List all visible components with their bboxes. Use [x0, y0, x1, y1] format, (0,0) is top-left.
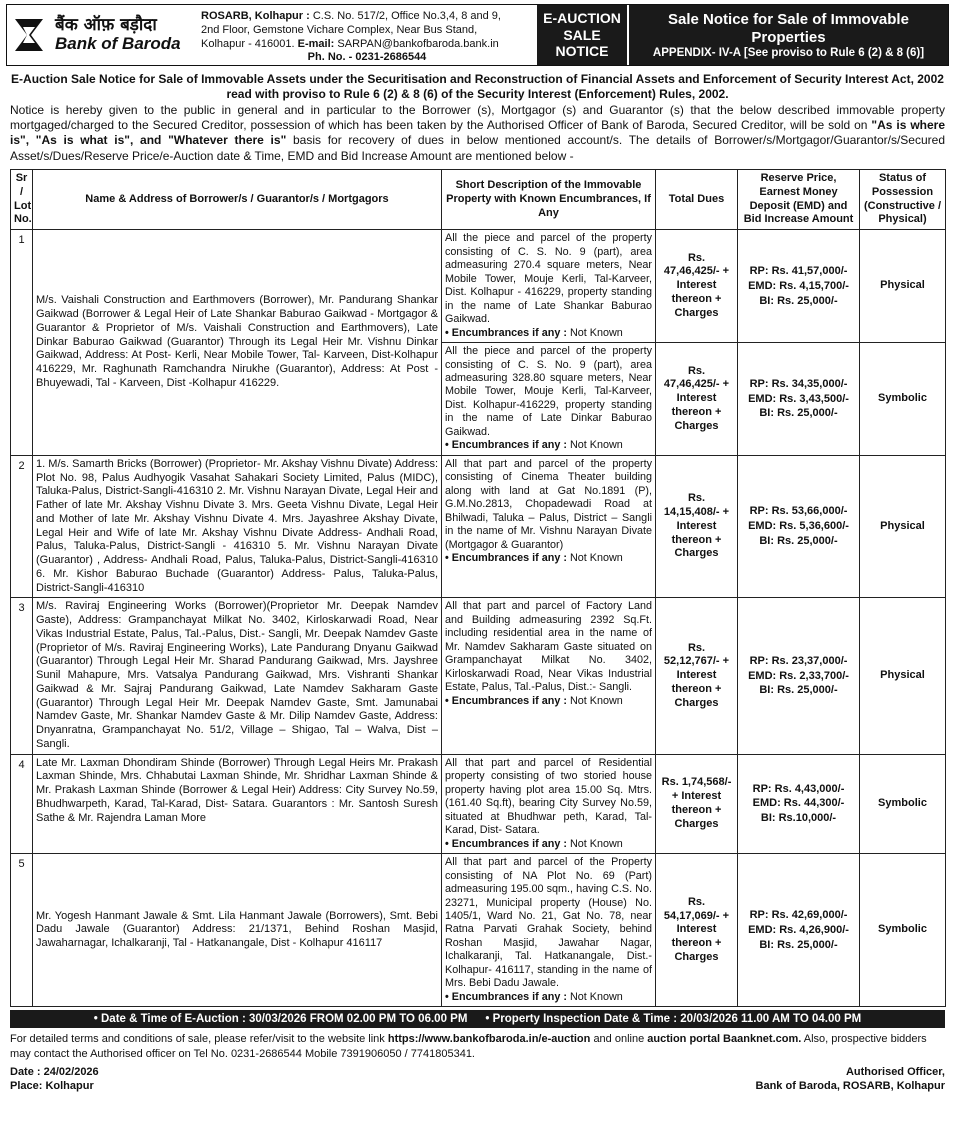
table-row: [11, 455, 946, 598]
terms-text-1: For detailed terms and conditions of sale, please refer/visit to the website link: [10, 1033, 385, 1046]
row-name: M/s. Vaishali Construction and Earthmovers (Borrower), Mr. Pandurang Shankar Gaikwad (Borrower & Legal Heir of Late Shankar Baburao Gaikwad - Mortgagor & Guarantor & Proprietor of M/s. Vaishali Construction and Earthmovers), Late Dinkar Baburao Gaikwad (Guarantor) Through its Legal Heir Mr. Vishnu Dinkar Gaikwad, Address: At Post- Kerli, Near Mobile Tower, Tal- Karveen, Dist-Kolhapur 416229, Mr. Raghunath Ramchandra Nirukhe (Guarantor), Address: At Post - Bhuyewadi, Tal - Karveen, Dist -Kolhapur 416229.: [33, 230, 442, 456]
logo-english: Bank of Baroda: [55, 34, 181, 53]
row-dues: Rs. 47,46,425/- + Interest thereon + Charges: [656, 343, 738, 456]
terms-text-2: and online: [593, 1033, 645, 1046]
row-reserve: RP: Rs. 23,37,000/- EMD: Rs. 2,33,700/- BI: Rs. 25,000/-: [738, 598, 860, 754]
auction-date-time: • Date & Time of E-Auction : 30/03/2026 FROM 02.00 PM TO 06.00 PM: [93, 1013, 468, 1026]
eauction-line-1: E-AUCTION: [543, 9, 621, 26]
branch-address: [193, 5, 537, 65]
row-description: All the piece and parcel of the property consisting of C. S. No. 9 (part), area admeasuring 270.4 square meters, Near Mobile Tower, Mouje Kerli, Tal-Karveer, Dist. Kolhapur - 416229, property standing in the name of Late Shankar Baburao Gaikwad. • Encumbrances if any : Not Known: [442, 230, 656, 343]
as-is-where-is: "As is where is", "As is what is", and "Whatever there is": [10, 118, 946, 148]
signatory-title: Authorised Officer,: [845, 1065, 945, 1078]
header-name: Name & Address of Borrower/s / Guarantor/s / Mortgagors: [33, 170, 442, 230]
notice-place: Place: Kolhapur: [10, 1080, 94, 1093]
row-sr: 3: [11, 598, 33, 754]
row-dues: Rs. 14,15,408/- + Interest thereon + Charges: [656, 455, 738, 598]
row-name: M/s. Raviraj Engineering Works (Borrower)(Proprietor Mr. Deepak Namdev Gaste), Address: Grampanchayat Milkat No. 3402, Kirloskarwadi Road, Near Vikas Industrial Estate, Palus, Tal.-Palus, Dist.- Sangli, Mr. Deepak Namdev Gaste (Proprietor of M/s. Raviraj Engineering Works), Late Pandurang Dnyanu Gaikwad (Guarantor) Through Legal Heir Mr. Sharad Pandurang Gaikwad, Mrs. Jayshree Sunil Mahapure, Mrs. Vatsalya Pandurang Gaikwad, Mrs. Vishranti Shankar Gaikwad & Mr. Sajraj Pandurang Gaikwad, Late Namdev Sakharam Gaste (Guarantor) Through Legal Heir Mr. Deepak Namdev Gaste, Smt. Jamunabai Namdev Gaste, Mr. Shankar Namdev Gaste & Mr. Dilip Namdev Gaste, Address: Dnyanratna, Grampanchayat No. 51/2, Village – Shigao, Tal – Walva, Dist – Sangli.: [33, 598, 442, 754]
intro-section: [6, 66, 949, 164]
phone-label: Ph. No.: [307, 51, 346, 64]
row-reserve: RP: Rs. 41,57,000/- EMD: Rs. 4,15,700/- BI: Rs. 25,000/-: [738, 230, 860, 343]
row-reserve: RP: Rs. 34,35,000/- EMD: Rs. 3,43,500/- BI: Rs. 25,000/-: [738, 343, 860, 456]
notice-body: [10, 103, 945, 164]
row-dues: Rs. 1,74,568/- + Interest thereon + Charges: [656, 754, 738, 853]
row-dues: Rs. 54,17,069/- + Interest thereon + Charges: [656, 854, 738, 1007]
sale-notice: [6, 4, 949, 1094]
address-line-2: 2nd Floor, Gemstone Vichare Complex, Near Bus Stand,: [201, 23, 478, 36]
bob-logo-icon: [13, 15, 49, 55]
notice-heading: E-Auction Sale Notice for Sale of Immovable Assets under the Securitisation and Reconstruction of Financial Assets and Enforcement of Security Interest Act, 2002 read with proviso to Rule 6 (2) & 8 (6) of the Security Interest (Enforcement) Rules, 2002.: [11, 72, 944, 102]
eauction-link[interactable]: https://www.bankofbaroda.in/e-auction: [387, 1033, 591, 1046]
address-line-3: Kolhapur - 416001.: [201, 37, 295, 50]
row-status: Symbolic: [860, 343, 946, 456]
header-total-dues: Total Dues: [656, 170, 738, 230]
branch-line: ROSARB, Kolhapur :: [201, 10, 310, 22]
terms-text-3: Also, prospective bidders may contact the Authorised officer on Tel No. 0231-2686544 Mobile 7391906050 / 7741805341.: [10, 1033, 927, 1060]
eauction-line-2: SALE: [563, 26, 601, 43]
table-row: [11, 598, 946, 754]
phone-number: - 0231-2686544: [348, 51, 427, 64]
row-description: All that part and parcel of the Property consisting of NA Plot No. 69 (Part) admeasuring 195.00 sqm., having C.S. No. 23271, Municipal property (House) No. 1405/1, Ward No. 21, Gat No. 78, near Ratna Parvati Grahak Society, behind Roshan Masjid, Jawahar Nagar, Ichalkaranji, Tal. Hatkanangale, Dist.- Kolhapur- 416117, standing in the name of Mrs. Bebi Dadu Jawale. • Encumbrances if any : Not Known: [442, 854, 656, 1007]
notice-body-2: basis for recovery of dues in below mentioned account/s. The details of Borrower/s/Mortgagor/Guarantor/s/Secured Asset/s/Dues/Reserve Price/e-Auction date & Time, EMD and Bid Increase Amount are mentioned below -: [10, 133, 946, 163]
sale-title: Sale Notice for Sale of Immovable Properties: [668, 11, 909, 46]
row-description: All the piece and parcel of the property consisting of C. S. No. 9 (part), area admeasuring 328.80 square meters, Near Mobile Tower, Mouje Kerli, Tal-Karveer, Dist. Kolhapur-416229, property standing in the name of Late Dinkar Baburao Gaikwad. • Encumbrances if any : Not Known: [442, 343, 656, 456]
auction-dates-bar: [10, 1010, 945, 1028]
logo-hindi: बैंक ऑफ़ बड़ौदा: [55, 15, 157, 36]
row-reserve: RP: Rs. 4,43,000/- EMD: Rs. 44,300/- BI: Rs.10,000/-: [738, 754, 860, 853]
row-status: Physical: [860, 230, 946, 343]
inspection-date-time: • Property Inspection Date & Time : 20/03/2026 11.00 AM TO 04.00 PM: [485, 1013, 862, 1026]
address-line-1: C.S. No. 517/2, Office No.3,4, 8 and 9,: [312, 10, 501, 22]
signature-block: [6, 1061, 949, 1094]
row-sr: 5: [11, 854, 33, 1007]
sale-title-box: [627, 5, 948, 65]
row-sr: 4: [11, 754, 33, 853]
row-description: All that part and parcel of Residential property consisting of two storied house property having plot area 15.00 Sq. Mtrs.(161.40 Sq.ft), bearing City Survey No.59, situated at Bhudhwar peth, Karad, Tal-Karad, Dist- Satara. • Encumbrances if any : Not Known: [442, 754, 656, 853]
header-description: Short Description of the Immovable Property with Known Encumbrances, If Any: [442, 170, 656, 230]
row-description: All that part and parcel of Factory Land and Building admeasuring 2392 Sq.Ft. including residential area in the name of Mr. Namdev Sakharam Gaste situated on Grampanchayat Milkat No. 3402, Kirloskarwadi Road, Near Vikas Industrial Estate, Palus, Tal.-Palus, Dist.:- Sangli. • Encumbrances if any : Not Known: [442, 598, 656, 754]
terms-footer: [6, 1028, 949, 1061]
notice-body-1: Notice is hereby given to the public in general and in particular to the Borrower (s), Mortgagor (s) and Guarantor (s) that the below described immovable property mortgaged/charged to the Secured Creditor, possession of which has been taken by the Authorised Officer of Bank of Baroda, Secured Creditor, will be sold on: [10, 102, 945, 133]
table-row: [11, 754, 946, 853]
row-name: Late Mr. Laxman Dhondiram Shinde (Borrower) Through Legal Heirs Mr. Prakash Laxman Shinde, Mrs. Chhabutai Laxman Shinde, Mr. Shridhar Laxman Shinde & Mr. Prakash Laxman Shinde (Borrower & Legal Heir) Address: City Survey No.59, Bhudhwarpeth, Karad, Tal-Karad, Dist- Satara. Guarantors : Mr. Santosh Suresh Sathe & Mr. Rajendra Laman More: [33, 754, 442, 853]
row-status: Physical: [860, 455, 946, 598]
properties-table: [10, 169, 946, 1007]
appendix-line: APPENDIX- IV-A [See proviso to Rule 6 (2) & 8 (6)]: [652, 46, 925, 59]
row-status: Symbolic: [860, 754, 946, 853]
signatory-bank: Bank of Baroda, ROSARB, Kolhapur: [755, 1080, 945, 1093]
row-name: Mr. Yogesh Hanmant Jawale & Smt. Lila Hanmant Jawale (Borrowers), Smt. Bebi Dadu Jawale (Guarantor) Address: 21/1371, Behind Roshan Masjid, Jawaharnagar, Ichalkaranji, Tal - Hatkanangale, Dist - Kolhapur 416117: [33, 854, 442, 1007]
row-name: 1. M/s. Samarth Bricks (Borrower) (Proprietor- Mr. Akshay Vishnu Divate) Address: Plot No. 98, Palus Audhyogik Vasahat Sahakari Society Limited, Palus (MIDC), Taluka-Palus, District-Sangli-416310 2. Mr. Vishnu Narayan Divate, Legal Heir and Father of late Mr. Akshay Vishnu Divate 3. Mrs. Geeta Vishnu Divate, Legal Heir and Mother of late Mr. Akshay Vishnu Divate 4. Mrs. Jayashree Akshay Divate, Legal Heir and Wife of late Mr. Akshay Vishnu Divate Address- Andhali Road, Palus, Taluka-Palus, District-Sangli - 416310 5. Mr. Vishnu Narayan Divate (Guarantor) , Address- Andhali Road, Palus, Taluka-Palus, District-Sangli-416310 6. Mr. Kishor Baburao Buchade (Guarantor) Address- Palus, Taluka-Palus, District-Sangli-416310: [33, 455, 442, 598]
row-sr: 2: [11, 455, 33, 598]
row-reserve: RP: Rs. 42,69,000/- EMD: Rs. 4,26,900/- BI: Rs. 25,000/-: [738, 854, 860, 1007]
header-sr: Sr / Lot No.: [11, 170, 33, 230]
table-row: [11, 230, 946, 343]
eauction-line-3: NOTICE: [555, 43, 609, 60]
row-sr: 1: [11, 230, 33, 456]
email-address: SARPAN@bankofbaroda.bank.in: [337, 37, 499, 50]
row-dues: Rs. 52,12,767/- + Interest thereon + Charges: [656, 598, 738, 754]
row-description: All that part and parcel of the property consisting of Cinema Theater building along with land at Gat No.1891 (P), G.M.No.2813, Chopadewadi Road at Bhilwadi, Taluka – Palus, District – Sangli in the name of Mr. Vishnu Narayan Divate (Mortgagor & Guarantor) • Encumbrances if any : Not Known: [442, 455, 656, 598]
header-reserve-price: Reserve Price, Earnest Money Deposit (EMD) and Bid Increase Amount: [738, 170, 860, 230]
email-label: E-mail:: [297, 37, 335, 50]
bank-logo: [7, 5, 193, 65]
portal-link[interactable]: auction portal Baanknet.com.: [647, 1033, 802, 1046]
eauction-badge: [537, 5, 627, 65]
table-header-row: [11, 170, 946, 230]
table-row: [11, 854, 946, 1007]
row-status: Physical: [860, 598, 946, 754]
notice-header: [6, 4, 949, 66]
notice-date: Date : 24/02/2026: [10, 1065, 99, 1078]
row-status: Symbolic: [860, 854, 946, 1007]
row-dues: Rs. 47,46,425/- + Interest thereon + Charges: [656, 230, 738, 343]
row-reserve: RP: Rs. 53,66,000/- EMD: Rs. 5,36,600/- BI: Rs. 25,000/-: [738, 455, 860, 598]
header-status: Status of Possession (Constructive / Physical): [860, 170, 946, 230]
